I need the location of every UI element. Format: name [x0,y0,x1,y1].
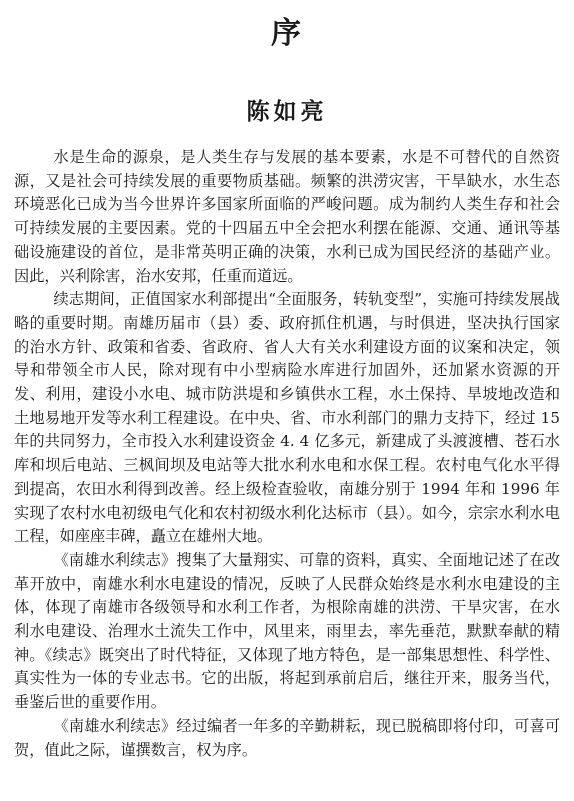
page-title: 序 [271,16,303,51]
paragraph-4: 《南雄水利续志》经过编者一年多的辛勤耕耘，现已脱稿即将付印，可喜可贺，值此之际，谨撰数言，权为序。 [14,716,560,759]
author-name: 陈如亮 [246,98,328,125]
paragraph-3: 《南雄水利续志》搜集了大量翔实、可靠的资料，真实、全面地记述了在改革开放中，南雄水利水电建设的情况，反映了人民群众始终是水利水电建设的主体，体现了南雄市各级领导和水利工作者，为根除南雄的洪涝、干旱灾害，在水利水电建设、治理水土流失工作中，风里来，雨里去，率先垂范，默默奉献的精神。《续志》既突出了时代特征，又体现了地方特色，是一部集思想性、科学性、真实性为一体的专业志书。它的出版，将起到承前启后，继往开来，服务当代，垂鉴后世的重要作用。 [14,550,560,712]
document-body [14,146,560,762]
paragraph-1: 水是生命的源泉，是人类生存与发展的基本要素，水是不可替代的自然资源，又是社会可持续发展的重要物质基础。频繁的洪涝灾害，干旱缺水，水生态环境恶化已成为当今世界许多国家所面临的严峻问题。成为制约人类生存和社会可持续发展的主要因素。党的十四届五中全会把水利摆在能源、交通、通讯等基础设施建设的首位，是非常英明正确的决策，水利已成为国民经济的基础产业。因此，兴利除害，治水安邦，任重而道远。 [14,148,560,285]
paragraph-2: 续志期间，正值国家水利部提出“全面服务，转轨变型”，实施可持续发展战略的重要时期。南雄历届市（县）委、政府抓住机遇，与时俱进，坚决执行国家的治水方针、政策和省委、省政府、省人大有关水利建设方面的议案和决定，领导和带领全市人民，除对现有中小型病险水库进行加固外，还加紧水资源的开发、利用，建设小水电、城市防洪堤和乡镇供水工程，水土保持、旱坡地改造和土地易地开发等水利工程建设。在中央、省、市水利部门的鼎力支持下，经过 15 年的共同努力，全市投入水利建设资金 4. 4 亿多元，新建成了头渡渡槽、苍石水库和坝后电站、三枫间坝及电站等大批水利水电和水保工程。农村电气化水平得到提高，农田水利得到改善。经上级检查验收，南雄分别于 1994 年和 1996 年实现了农村水电初级电气化和农村初级水利化达标市（县）。如今，宗宗水利水电工程，如座座丰碑，矗立在雄州大地。 [14,290,560,546]
